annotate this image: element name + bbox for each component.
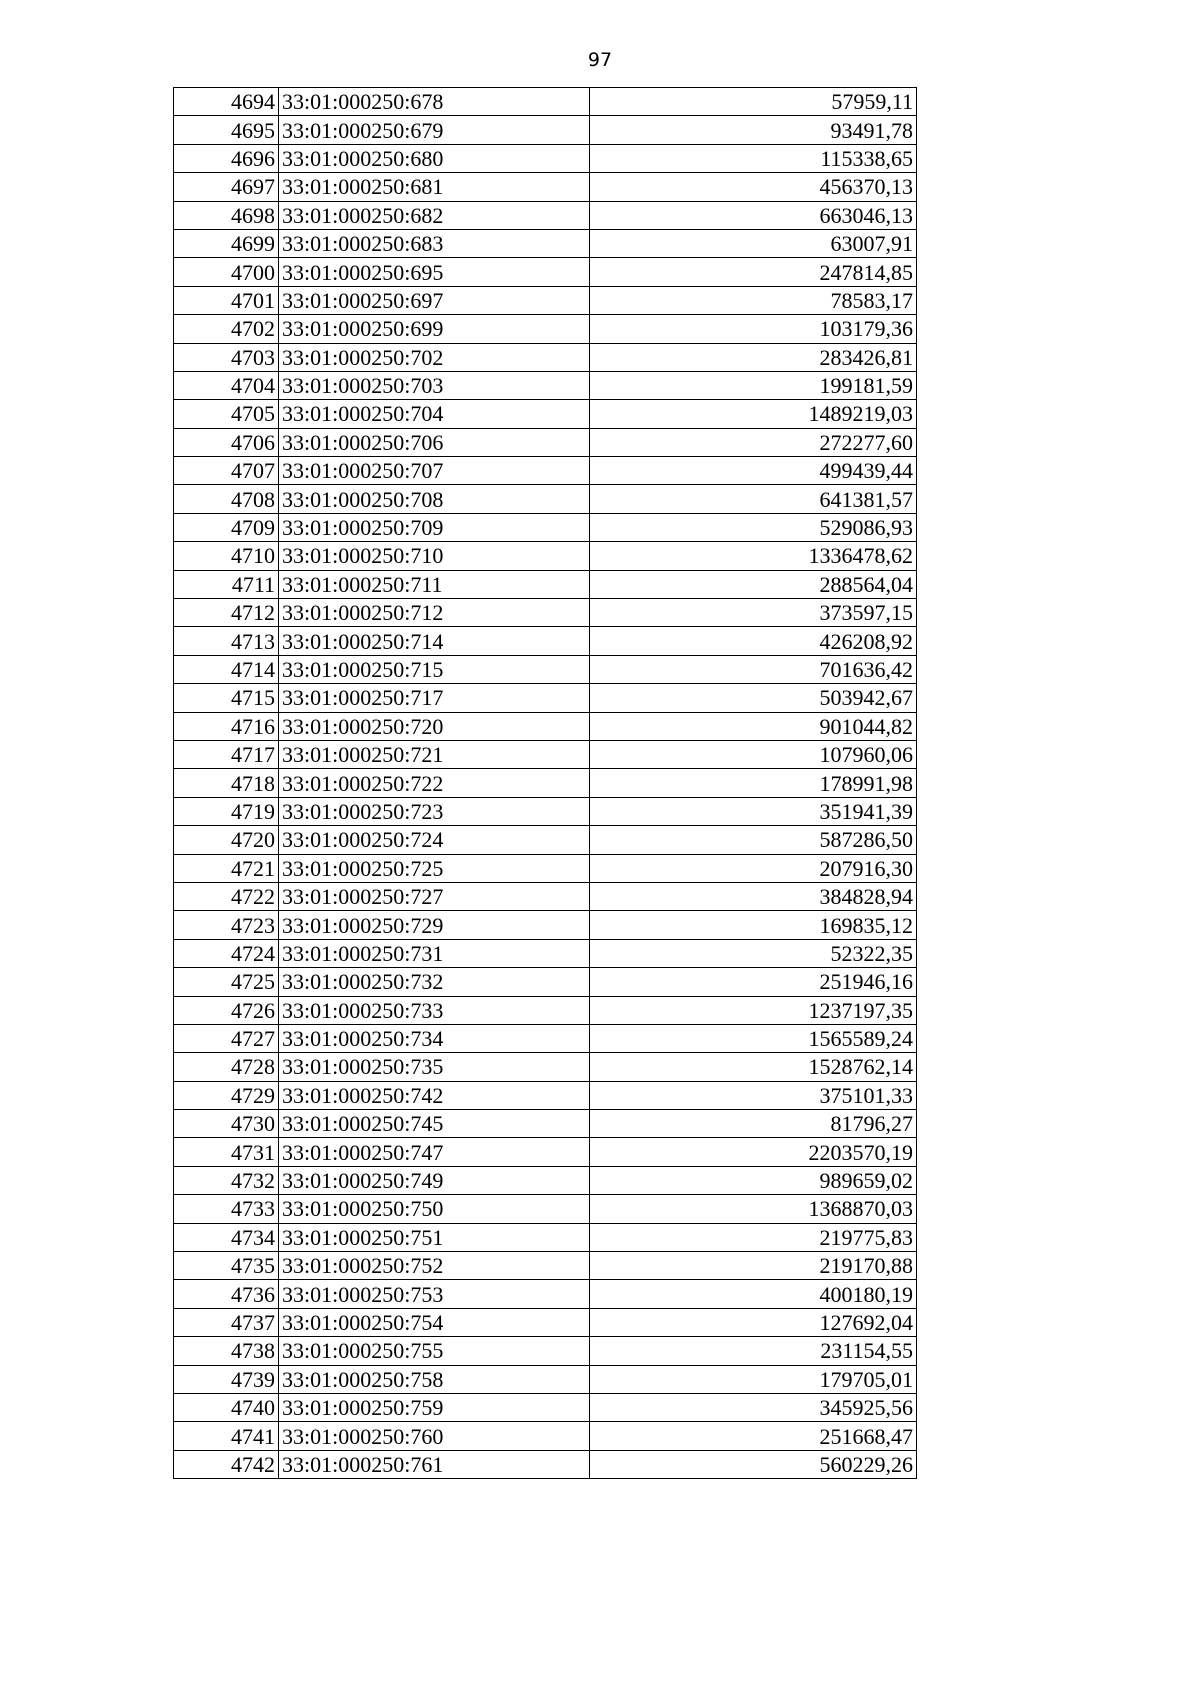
row-number-cell: 4731 (174, 1138, 279, 1166)
table-row (174, 1393, 917, 1421)
cadastral-number-cell: 33:01:000250:750 (279, 1195, 590, 1223)
cadastral-number-cell: 33:01:000250:742 (279, 1081, 590, 1109)
row-number-cell: 4708 (174, 485, 279, 513)
value-cell: 52322,35 (590, 939, 917, 967)
value-cell: 283426,81 (590, 343, 917, 371)
row-number-cell: 4718 (174, 769, 279, 797)
table-row (174, 1280, 917, 1308)
value-cell: 701636,42 (590, 655, 917, 683)
row-number-cell: 4706 (174, 428, 279, 456)
value-cell: 384828,94 (590, 882, 917, 910)
table-row (174, 1422, 917, 1450)
value-cell: 400180,19 (590, 1280, 917, 1308)
table-row (174, 88, 917, 116)
value-cell: 426208,92 (590, 627, 917, 655)
cadastral-number-cell: 33:01:000250:704 (279, 400, 590, 428)
table-row (174, 939, 917, 967)
cadastral-number-cell: 33:01:000250:720 (279, 712, 590, 740)
cadastral-number-cell: 33:01:000250:702 (279, 343, 590, 371)
cadastral-number-cell: 33:01:000250:708 (279, 485, 590, 513)
cadastral-number-cell: 33:01:000250:733 (279, 996, 590, 1024)
value-cell: 2203570,19 (590, 1138, 917, 1166)
row-number-cell: 4732 (174, 1166, 279, 1194)
value-cell: 247814,85 (590, 258, 917, 286)
cadastral-number-cell: 33:01:000250:678 (279, 88, 590, 116)
table-row (174, 911, 917, 939)
cadastral-number-cell: 33:01:000250:683 (279, 229, 590, 257)
cadastral-number-cell: 33:01:000250:725 (279, 854, 590, 882)
cadastral-number-cell: 33:01:000250:754 (279, 1308, 590, 1336)
cadastral-number-cell: 33:01:000250:711 (279, 570, 590, 598)
cadastral-number-cell: 33:01:000250:752 (279, 1252, 590, 1280)
row-number-cell: 4742 (174, 1450, 279, 1478)
table-row (174, 1308, 917, 1336)
table-row (174, 1252, 917, 1280)
cadastral-number-cell: 33:01:000250:715 (279, 655, 590, 683)
row-number-cell: 4703 (174, 343, 279, 371)
table-row (174, 1024, 917, 1052)
value-cell: 63007,91 (590, 229, 917, 257)
value-cell: 351941,39 (590, 797, 917, 825)
row-number-cell: 4738 (174, 1337, 279, 1365)
cadastral-number-cell: 33:01:000250:723 (279, 797, 590, 825)
cadastral-number-cell: 33:01:000250:755 (279, 1337, 590, 1365)
table-row (174, 826, 917, 854)
table-row (174, 173, 917, 201)
page-number: 97 (587, 49, 613, 71)
row-number-cell: 4707 (174, 457, 279, 485)
row-number-cell: 4696 (174, 144, 279, 172)
table-row (174, 400, 917, 428)
table-row (174, 542, 917, 570)
cadastral-number-cell: 33:01:000250:732 (279, 968, 590, 996)
value-cell: 1368870,03 (590, 1195, 917, 1223)
row-number-cell: 4729 (174, 1081, 279, 1109)
row-number-cell: 4705 (174, 400, 279, 428)
cadastral-number-cell: 33:01:000250:759 (279, 1393, 590, 1421)
value-cell: 1489219,03 (590, 400, 917, 428)
value-cell: 456370,13 (590, 173, 917, 201)
value-cell: 127692,04 (590, 1308, 917, 1336)
cadastral-number-cell: 33:01:000250:679 (279, 116, 590, 144)
table-row (174, 968, 917, 996)
cadastral-number-cell: 33:01:000250:753 (279, 1280, 590, 1308)
value-cell: 901044,82 (590, 712, 917, 740)
table-row (174, 882, 917, 910)
row-number-cell: 4704 (174, 371, 279, 399)
row-number-cell: 4701 (174, 286, 279, 314)
row-number-cell: 4697 (174, 173, 279, 201)
value-cell: 199181,59 (590, 371, 917, 399)
value-cell: 219170,88 (590, 1252, 917, 1280)
value-cell: 529086,93 (590, 513, 917, 541)
cadastral-number-cell: 33:01:000250:695 (279, 258, 590, 286)
row-number-cell: 4695 (174, 116, 279, 144)
value-cell: 272277,60 (590, 428, 917, 456)
row-number-cell: 4710 (174, 542, 279, 570)
cadastral-number-cell: 33:01:000250:745 (279, 1110, 590, 1138)
table-row (174, 201, 917, 229)
table-row (174, 1195, 917, 1223)
row-number-cell: 4723 (174, 911, 279, 939)
value-cell: 663046,13 (590, 201, 917, 229)
table-row (174, 655, 917, 683)
table-row (174, 570, 917, 598)
row-number-cell: 4735 (174, 1252, 279, 1280)
row-number-cell: 4719 (174, 797, 279, 825)
value-cell: 587286,50 (590, 826, 917, 854)
row-number-cell: 4739 (174, 1365, 279, 1393)
cadastral-number-cell: 33:01:000250:731 (279, 939, 590, 967)
table-row (174, 599, 917, 627)
row-number-cell: 4740 (174, 1393, 279, 1421)
cadastral-number-cell: 33:01:000250:758 (279, 1365, 590, 1393)
cadastral-number-cell: 33:01:000250:707 (279, 457, 590, 485)
value-cell: 81796,27 (590, 1110, 917, 1138)
row-number-cell: 4715 (174, 684, 279, 712)
cadastral-number-cell: 33:01:000250:722 (279, 769, 590, 797)
value-cell: 560229,26 (590, 1450, 917, 1478)
cadastral-number-cell: 33:01:000250:717 (279, 684, 590, 712)
cadastral-number-cell: 33:01:000250:760 (279, 1422, 590, 1450)
value-cell: 375101,33 (590, 1081, 917, 1109)
cadastral-number-cell: 33:01:000250:729 (279, 911, 590, 939)
table-row (174, 712, 917, 740)
row-number-cell: 4709 (174, 513, 279, 541)
row-number-cell: 4733 (174, 1195, 279, 1223)
row-number-cell: 4741 (174, 1422, 279, 1450)
value-cell: 499439,44 (590, 457, 917, 485)
value-cell: 1237197,35 (590, 996, 917, 1024)
row-number-cell: 4699 (174, 229, 279, 257)
row-number-cell: 4737 (174, 1308, 279, 1336)
cadastral-number-cell: 33:01:000250:714 (279, 627, 590, 655)
value-cell: 219775,83 (590, 1223, 917, 1251)
row-number-cell: 4736 (174, 1280, 279, 1308)
table-row (174, 996, 917, 1024)
table-row (174, 1337, 917, 1365)
row-number-cell: 4730 (174, 1110, 279, 1138)
table-body (174, 88, 917, 1479)
cadastral-number-cell: 33:01:000250:706 (279, 428, 590, 456)
table-row (174, 1110, 917, 1138)
row-number-cell: 4720 (174, 826, 279, 854)
row-number-cell: 4702 (174, 315, 279, 343)
row-number-cell: 4713 (174, 627, 279, 655)
cadastral-number-cell: 33:01:000250:751 (279, 1223, 590, 1251)
value-cell: 373597,15 (590, 599, 917, 627)
row-number-cell: 4714 (174, 655, 279, 683)
cadastral-number-cell: 33:01:000250:703 (279, 371, 590, 399)
value-cell: 231154,55 (590, 1337, 917, 1365)
value-cell: 251946,16 (590, 968, 917, 996)
cadastral-number-cell: 33:01:000250:682 (279, 201, 590, 229)
table-row (174, 286, 917, 314)
table-row (174, 1223, 917, 1251)
table-row (174, 854, 917, 882)
row-number-cell: 4700 (174, 258, 279, 286)
value-cell: 989659,02 (590, 1166, 917, 1194)
row-number-cell: 4716 (174, 712, 279, 740)
cadastral-number-cell: 33:01:000250:747 (279, 1138, 590, 1166)
cadastral-number-cell: 33:01:000250:735 (279, 1053, 590, 1081)
table-row (174, 229, 917, 257)
row-number-cell: 4725 (174, 968, 279, 996)
row-number-cell: 4726 (174, 996, 279, 1024)
value-cell: 103179,36 (590, 315, 917, 343)
row-number-cell: 4712 (174, 599, 279, 627)
value-cell: 345925,56 (590, 1393, 917, 1421)
row-number-cell: 4698 (174, 201, 279, 229)
cadastral-number-cell: 33:01:000250:680 (279, 144, 590, 172)
table-row (174, 627, 917, 655)
row-number-cell: 4727 (174, 1024, 279, 1052)
value-cell: 179705,01 (590, 1365, 917, 1393)
cadastral-number-cell: 33:01:000250:721 (279, 740, 590, 768)
cadastral-number-cell: 33:01:000250:709 (279, 513, 590, 541)
row-number-cell: 4717 (174, 740, 279, 768)
value-cell: 115338,65 (590, 144, 917, 172)
table-row (174, 371, 917, 399)
value-cell: 169835,12 (590, 911, 917, 939)
value-cell: 178991,98 (590, 769, 917, 797)
row-number-cell: 4728 (174, 1053, 279, 1081)
cadastral-number-cell: 33:01:000250:727 (279, 882, 590, 910)
table-row (174, 1138, 917, 1166)
value-cell: 207916,30 (590, 854, 917, 882)
table-row (174, 258, 917, 286)
table-row (174, 684, 917, 712)
table-row (174, 1365, 917, 1393)
table-row (174, 485, 917, 513)
table-row (174, 797, 917, 825)
table-row (174, 144, 917, 172)
value-cell: 93491,78 (590, 116, 917, 144)
value-cell: 78583,17 (590, 286, 917, 314)
cadastral-number-cell: 33:01:000250:697 (279, 286, 590, 314)
cadastral-number-cell: 33:01:000250:710 (279, 542, 590, 570)
cadastral-number-cell: 33:01:000250:699 (279, 315, 590, 343)
value-cell: 1565589,24 (590, 1024, 917, 1052)
row-number-cell: 4724 (174, 939, 279, 967)
row-number-cell: 4734 (174, 1223, 279, 1251)
table-row (174, 769, 917, 797)
cadastral-value-table (173, 87, 917, 1479)
value-cell: 503942,67 (590, 684, 917, 712)
cadastral-number-cell: 33:01:000250:761 (279, 1450, 590, 1478)
row-number-cell: 4694 (174, 88, 279, 116)
cadastral-number-cell: 33:01:000250:734 (279, 1024, 590, 1052)
value-cell: 107960,06 (590, 740, 917, 768)
row-number-cell: 4711 (174, 570, 279, 598)
table-row (174, 428, 917, 456)
cadastral-number-cell: 33:01:000250:712 (279, 599, 590, 627)
cadastral-number-cell: 33:01:000250:749 (279, 1166, 590, 1194)
table-row (174, 513, 917, 541)
row-number-cell: 4721 (174, 854, 279, 882)
table-row (174, 1166, 917, 1194)
value-cell: 251668,47 (590, 1422, 917, 1450)
table-row (174, 116, 917, 144)
cadastral-number-cell: 33:01:000250:681 (279, 173, 590, 201)
table-row (174, 315, 917, 343)
table-row (174, 1053, 917, 1081)
table-row (174, 1450, 917, 1478)
value-cell: 641381,57 (590, 485, 917, 513)
cadastral-number-cell: 33:01:000250:724 (279, 826, 590, 854)
table-row (174, 457, 917, 485)
value-cell: 288564,04 (590, 570, 917, 598)
table-row (174, 1081, 917, 1109)
value-cell: 1336478,62 (590, 542, 917, 570)
table-row (174, 343, 917, 371)
value-cell: 1528762,14 (590, 1053, 917, 1081)
value-cell: 57959,11 (590, 88, 917, 116)
row-number-cell: 4722 (174, 882, 279, 910)
table-row (174, 740, 917, 768)
